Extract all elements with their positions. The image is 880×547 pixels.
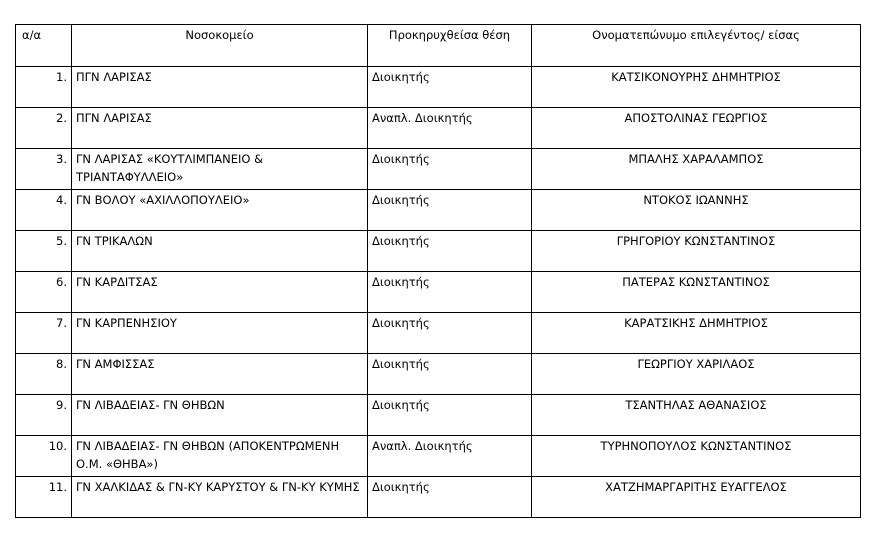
row-person-name: ΓΕΩΡΓΙΟΥ ΧΑΡΙΛΑΟΣ xyxy=(532,354,861,395)
row-person-name: ΤΣΑΝΤΗΛΑΣ ΑΘΑΝΑΣΙΟΣ xyxy=(532,395,861,436)
table-row xyxy=(16,190,861,231)
table-row xyxy=(16,67,861,108)
row-hospital: ΓΝ ΛΑΡΙΣΑΣ «ΚΟΥΤΛΙΜΠΑΝΕΙΟ & ΤΡΙΑΝΤΑΦΥΛΛΕΙΟ» xyxy=(72,149,368,190)
row-hospital: ΠΓΝ ΛΑΡΙΣΑΣ xyxy=(72,108,368,149)
row-hospital: ΓΝ ΚΑΡΔΙΤΣΑΣ xyxy=(72,272,368,313)
row-number: 9. xyxy=(16,395,72,436)
header-row xyxy=(16,25,861,67)
row-position: Διοικητής xyxy=(368,395,532,436)
header-hospital: Νοσοκομείο xyxy=(72,25,368,67)
row-person-name: ΜΠΑΛΗΣ ΧΑΡΑΛΑΜΠΟΣ xyxy=(532,149,861,190)
row-hospital: ΓΝ ΛΙΒΑΔΕΙΑΣ- ΓΝ ΘΗΒΩΝ xyxy=(72,395,368,436)
row-position: Αναπλ. Διοικητής xyxy=(368,436,532,477)
row-number: 7. xyxy=(16,313,72,354)
row-position: Διοικητής xyxy=(368,67,532,108)
row-position: Διοικητής xyxy=(368,190,532,231)
table-header xyxy=(16,25,861,67)
table-row xyxy=(16,272,861,313)
row-number: 8. xyxy=(16,354,72,395)
table-row xyxy=(16,231,861,272)
row-number: 4. xyxy=(16,190,72,231)
row-number: 6. xyxy=(16,272,72,313)
row-hospital: ΓΝ ΚΑΡΠΕΝΗΣΙΟΥ xyxy=(72,313,368,354)
header-position: Προκηρυχθείσα θέση xyxy=(368,25,532,67)
row-person-name: ΚΑΤΣΙΚΟΝΟΥΡΗΣ ΔΗΜΗΤΡΙΟΣ xyxy=(532,67,861,108)
row-person-name: ΠΑΤΕΡΑΣ ΚΩΝΣΤΑΝΤΙΝΟΣ xyxy=(532,272,861,313)
row-position: Διοικητής xyxy=(368,313,532,354)
row-person-name: ΧΑΤΖΗΜΑΡΓΑΡΙΤΗΣ ΕΥΑΓΓΕΛΟΣ xyxy=(532,477,861,518)
row-person-name: ΓΡΗΓΟΡΙΟΥ ΚΩΝΣΤΑΝΤΙΝΟΣ xyxy=(532,231,861,272)
table-row xyxy=(16,436,861,477)
row-number: 3. xyxy=(16,149,72,190)
row-person-name: ΝΤΟΚΟΣ ΙΩΑΝΝΗΣ xyxy=(532,190,861,231)
table-body xyxy=(16,67,861,518)
row-person-name: ΚΑΡΑΤΣΙΚΗΣ ΔΗΜΗΤΡΙΟΣ xyxy=(532,313,861,354)
row-hospital: ΓΝ ΛΙΒΑΔΕΙΑΣ- ΓΝ ΘΗΒΩΝ (ΑΠΟΚΕΝΤΡΩΜΕΝΗ Ο.Μ. «ΘΗΒΑ») xyxy=(72,436,368,477)
row-position: Διοικητής xyxy=(368,149,532,190)
row-number: 1. xyxy=(16,67,72,108)
row-hospital: ΓΝ ΒΟΛΟΥ «ΑΧΙΛΛΟΠΟΥΛΕΙΟ» xyxy=(72,190,368,231)
row-number: 11. xyxy=(16,477,72,518)
row-position: Αναπλ. Διοικητής xyxy=(368,108,532,149)
table-row xyxy=(16,149,861,190)
appointments-table xyxy=(15,24,861,518)
row-position: Διοικητής xyxy=(368,231,532,272)
row-hospital: ΓΝ ΑΜΦΙΣΣΑΣ xyxy=(72,354,368,395)
row-position: Διοικητής xyxy=(368,477,532,518)
row-hospital: ΠΓΝ ΛΑΡΙΣΑΣ xyxy=(72,67,368,108)
row-position: Διοικητής xyxy=(368,272,532,313)
row-position: Διοικητής xyxy=(368,354,532,395)
row-hospital: ΓΝ ΤΡΙΚΑΛΩΝ xyxy=(72,231,368,272)
row-number: 10. xyxy=(16,436,72,477)
row-number: 5. xyxy=(16,231,72,272)
row-hospital: ΓΝ ΧΑΛΚΙΔΑΣ & ΓΝ-ΚΥ ΚΑΡΥΣΤΟΥ & ΓΝ-ΚΥ ΚΥΜΗΣ xyxy=(72,477,368,518)
table-row xyxy=(16,395,861,436)
table-row xyxy=(16,477,861,518)
table-row xyxy=(16,313,861,354)
row-person-name: ΑΠΟΣΤΟΛΙΝΑΣ ΓΕΩΡΓΙΟΣ xyxy=(532,108,861,149)
table-row xyxy=(16,108,861,149)
row-person-name: ΤΥΡΗΝΟΠΟΥΛΟΣ ΚΩΝΣΤΑΝΤΙΝΟΣ xyxy=(532,436,861,477)
header-aa: α/α xyxy=(16,25,72,67)
table-row xyxy=(16,354,861,395)
header-name: Ονοματεπώνυμο επιλεγέντος/ είσας xyxy=(532,25,861,67)
row-number: 2. xyxy=(16,108,72,149)
